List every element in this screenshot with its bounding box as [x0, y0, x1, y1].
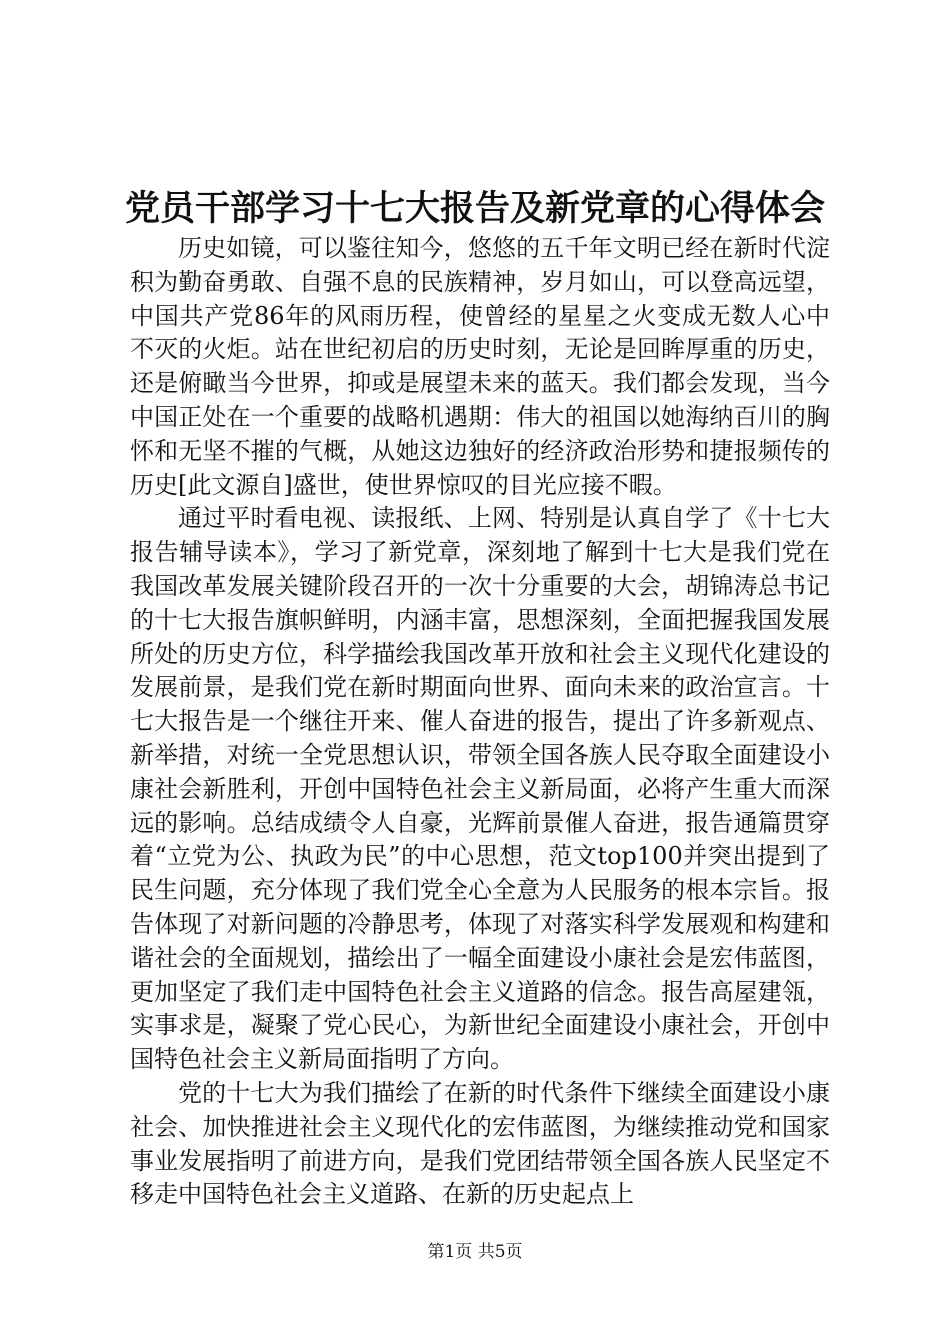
document-body: [130, 232, 830, 1212]
document-title: 党员干部学习十七大报告及新党章的心得体会: [124, 188, 825, 229]
paragraph-2: 通过平时看电视、读报纸、上网、特别是认真自学了《十七大报告辅导读本》，学习了新党章，深刻地了解到十七大是我们党在我国改革发展关键阶段召开的一次十分重要的大会，胡锦涛总书记的十七大报告旗帜鲜明，内涵丰富，思想深刻，全面把握我国发展所处的历史方位，科学描绘我国改革开放和社会主义现代化建设的发展前景，是我们党在新时期面向世界、面向未来的政治宣言。十七大报告是一个继往开来、催人奋进的报告，提出了许多新观点、新举措，对统一全党思想认识，带领全国各族人民夺取全面建设小康社会新胜利，开创中国特色社会主义新局面，必将产生重大而深远的影响。总结成绩令人自豪，光辉前景催人奋进，报告通篇贯穿着“立党为公、执政为民”的中心思想，范文top100并突出提到了民生问题，充分体现了我们党全心全意为人民服务的根本宗旨。报告体现了对新问题的冷静思考，体现了对落实科学发展观和构建和谐社会的全面规划，描绘出了一幅全面建设小康社会是宏伟蓝图，更加坚定了我们走中国特色社会主义道路的信念。报告高屋建瓴，实事求是，凝聚了党心民心，为新世纪全面建设小康社会，开创中国特色社会主义新局面指明了方向。: [130, 504, 830, 1074]
paragraph-1: 历史如镜，可以鉴往知今，悠悠的五千年文明已经在新时代淀积为勤奋勇敢、自强不息的民族精神，岁月如山，可以登高远望，中国共产党86年的风雨历程，使曾经的星星之火变成无数人心中不灭的火炬。站在世纪初启的历史时刻，无论是回眸厚重的历史，还是俯瞰当今世界，抑或是展望未来的蓝天。我们都会发现，当今中国正处在一个重要的战略机遇期：伟大的祖国以她海纳百川的胸怀和无坚不摧的气概，从她这边独好的经济政治形势和捷报频传的历史[此文源自]盛世，使世界惊叹的目光应接不暇。: [130, 234, 830, 499]
page-number-footer: 第1页 共5页: [427, 1242, 523, 1262]
paragraph-3: 党的十七大为我们描绘了在新的时代条件下继续全面建设小康社会、加快推进社会主义现代化的宏伟蓝图，为继续推动党和国家事业发展指明了前进方向，是我们党团结带领全国各族人民坚定不移走中国特色社会主义道路、在新的历史起点上: [130, 1078, 830, 1209]
